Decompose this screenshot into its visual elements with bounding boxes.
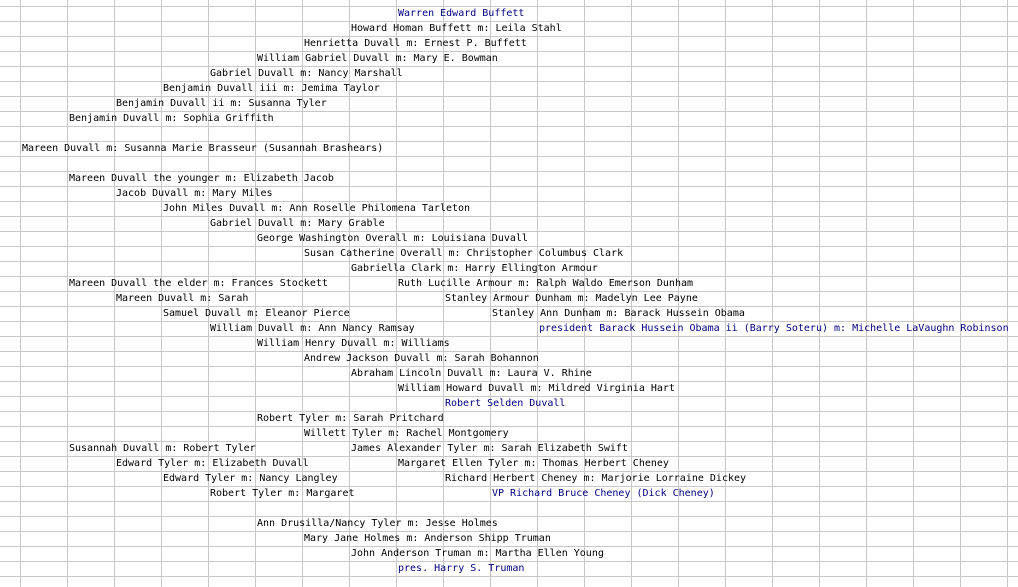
highlighted-person-cell[interactable]: VP Richard Bruce Cheney (Dick Cheney) (492, 488, 715, 499)
ancestor-cell[interactable]: Mary Jane Holmes m: Anderson Shipp Truman (304, 533, 551, 544)
ancestor-cell[interactable]: William Henry Duvall m: Williams (257, 338, 450, 349)
ancestor-cell[interactable]: Robert Tyler m: Margaret (210, 488, 355, 499)
ancestor-cell[interactable]: Abraham Lincoln Duvall m: Laura V. Rhine (351, 368, 592, 379)
highlighted-person-cell[interactable]: president Barack Hussein Obama ii (Barry Soteru) m: Michelle LaVaughn Robinson (539, 323, 1009, 334)
ancestor-cell[interactable]: Edward Tyler m: Elizabeth Duvall (116, 458, 309, 469)
ancestor-cell[interactable]: Stanley Ann Dunham m: Barack Hussein Obama (492, 308, 745, 319)
ancestor-cell[interactable]: Samuel Duvall m: Eleanor Pierce (163, 308, 350, 319)
ancestor-cell[interactable]: Mareen Duvall m: Susanna Marie Brasseur (Susannah Brashears) (22, 143, 384, 154)
ancestor-cell[interactable]: Stanley Armour Dunham m: Madelyn Lee Payne (445, 293, 698, 304)
ancestor-cell[interactable]: Gabriel Duvall m: Mary Grable (210, 218, 385, 229)
ancestor-cell[interactable]: Margaret Ellen Tyler m: Thomas Herbert Cheney (398, 458, 669, 469)
ancestor-cell[interactable]: Jacob Duvall m: Mary Miles (116, 188, 273, 199)
ancestor-cell[interactable]: Susan Catherine Overall m: Christopher Columbus Clark (304, 248, 624, 259)
ancestor-cell[interactable]: Benjamin Duvall ii m: Susanna Tyler (116, 98, 327, 109)
ancestor-cell[interactable]: Benjamin Duvall iii m: Jemima Taylor (163, 83, 380, 94)
ancestor-cell[interactable]: James Alexander Tyler m: Sarah Elizabeth Swift (351, 443, 628, 454)
ancestor-cell[interactable]: Gabriella Clark m: Harry Ellington Armour (351, 263, 598, 274)
highlighted-person-cell[interactable]: Robert Selden Duvall (445, 398, 566, 409)
ancestor-cell[interactable]: William Howard Duvall m: Mildred Virginia Hart (398, 383, 675, 394)
highlighted-person-cell[interactable]: pres. Harry S. Truman (398, 563, 525, 574)
ancestor-cell[interactable]: Mareen Duvall m: Sarah (116, 293, 249, 304)
ancestor-cell[interactable]: Robert Tyler m: Sarah Pritchard (257, 413, 444, 424)
ancestor-cell[interactable]: John Miles Duvall m: Ann Roselle Philomena Tarleton (163, 203, 471, 214)
ancestor-cell[interactable]: Mareen Duvall the younger m: Elizabeth Jacob (69, 173, 334, 184)
ancestor-cell[interactable]: Richard Herbert Cheney m: Marjorie Lorraine Dickey (445, 473, 747, 484)
ancestor-cell[interactable]: John Anderson Truman m: Martha Ellen Young (351, 548, 604, 559)
ancestor-cell[interactable]: Howard Homan Buffett m: Leila Stahl (351, 23, 562, 34)
ancestor-cell[interactable]: Gabriel Duvall m: Nancy Marshall (210, 68, 403, 79)
ancestor-cell[interactable]: Ruth Lucille Armour m: Ralph Waldo Emerson Dunham (398, 278, 694, 289)
ancestor-cell[interactable]: Susannah Duvall m: Robert Tyler (69, 443, 256, 454)
ancestor-cell[interactable]: William Gabriel Duvall m: Mary E. Bowman (257, 53, 498, 64)
ancestor-cell[interactable]: Ann Drusilla/Nancy Tyler m: Jesse Holmes (257, 518, 498, 529)
ancestor-cell[interactable]: Benjamin Duvall m: Sophia Griffith (69, 113, 274, 124)
ancestor-cell[interactable]: George Washington Overall m: Louisiana Duvall (257, 233, 528, 244)
ancestor-cell[interactable]: Willett Tyler m: Rachel Montgomery (304, 428, 509, 439)
ancestor-cell[interactable]: Henrietta Duvall m: Ernest P. Buffett (304, 38, 527, 49)
highlighted-person-cell[interactable]: Warren Edward Buffett (398, 8, 525, 19)
ancestor-cell[interactable]: Edward Tyler m: Nancy Langley (163, 473, 338, 484)
ancestor-cell[interactable]: William Duvall m: Ann Nancy Ramsay (210, 323, 415, 334)
ancestor-cell[interactable]: Mareen Duvall the elder m: Frances Stockett (69, 278, 328, 289)
ancestor-cell[interactable]: Andrew Jackson Duvall m: Sarah Bohannon (304, 353, 539, 364)
